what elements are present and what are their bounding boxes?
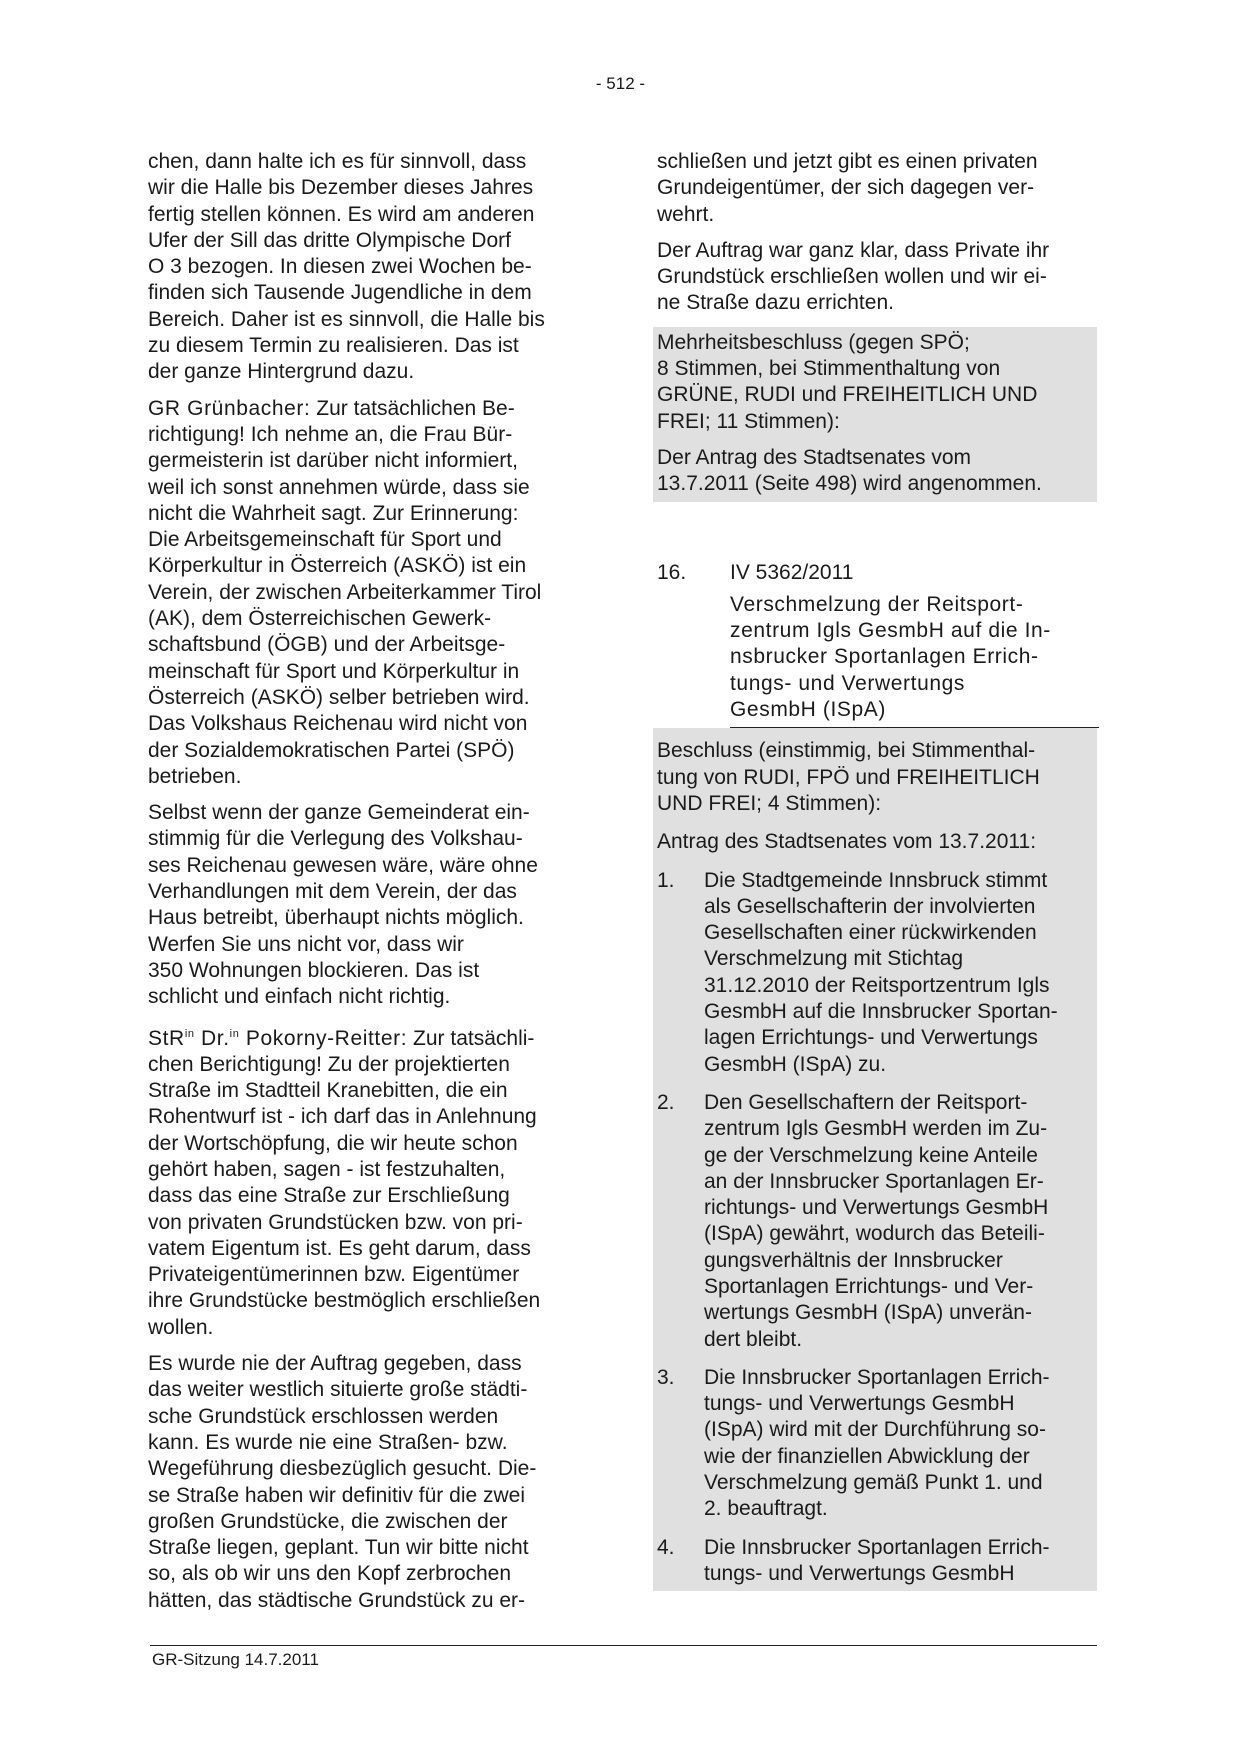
left-column bbox=[148, 149, 603, 1624]
speech-text: Zur tatsächli- chen Berichtigung! Zu der projektierten Straße im Stadtteil Kranebitten, die ein Rohentwurf ist - ich darf das in Anlehnung der Wortschöpfung, die wir heute schon gehört haben, sagen - ist festzuhalten, dass das eine Straße zur Erschließung von privaten Grundstücken bzw. von pri- vatem Eigentum ist. Es geht darum, dass Privateigentümerinnen bzw. Eigentümer ihre Grundstücke bestmöglich erschließen wollen. bbox=[148, 1026, 541, 1339]
motion-list bbox=[657, 868, 1093, 1588]
list-item-number: 4. bbox=[657, 1535, 675, 1559]
list-item-number: 1. bbox=[657, 868, 675, 892]
agenda-reference: IV 5362/2011 bbox=[730, 560, 854, 584]
list-item bbox=[657, 868, 1093, 1078]
speaker-name: GR Grünbacher: bbox=[148, 396, 311, 420]
page-number: - 512 - bbox=[595, 74, 646, 93]
list-item bbox=[657, 1365, 1093, 1523]
footer-divider bbox=[150, 1645, 1097, 1646]
list-item-text: Die Innsbrucker Sportanlagen Errich- tungs- und Verwertungs GesmbH bbox=[704, 1535, 1050, 1585]
right-column bbox=[657, 149, 1097, 1591]
speaker-degree: Dr. bbox=[194, 1026, 230, 1050]
agenda-title: Verschmelzung der Reitsport- zentrum Igls GesmbH auf die In- nsbrucker Sportanlagen Errich- tungs- und Verwertungs GesmbH (ISpA) bbox=[730, 586, 1099, 728]
list-item-number: 3. bbox=[657, 1365, 675, 1389]
list-item-number: 2. bbox=[657, 1090, 675, 1114]
speaker-title-sup: in bbox=[184, 1027, 195, 1040]
agenda-item bbox=[657, 560, 1097, 729]
speaker-degree-sup: in bbox=[229, 1027, 240, 1040]
agenda-number: 16. bbox=[657, 560, 687, 584]
agenda-header bbox=[657, 560, 1097, 586]
motion-intro: Antrag des Stadtsenates vom 13.7.2011: bbox=[657, 830, 1037, 854]
resolution-text: Der Antrag des Stadtsenates vom 13.7.2011 (Seite 498) wird angenommen. bbox=[657, 445, 1042, 496]
paragraph-speaker-gruenbacher bbox=[148, 396, 603, 790]
speaker-title: StR bbox=[148, 1026, 185, 1050]
paragraph: chen, dann halte ich es für sinnvoll, dass wir die Halle bis Dezember dieses Jahres fertig stellen können. Es wird am anderen Ufer der Sill das dritte Olympische Dorf O 3 bezogen. In diesen zwei Wochen be- finden sich Tausende Jugendliche in dem Bereich. Daher ist es sinnvoll, die Halle bis zu diesem Termin zu realisieren. Das ist der ganze Hintergrund dazu. bbox=[148, 150, 545, 384]
list-item-text: Die Stadtgemeinde Innsbruck stimmt als Gesellschafterin der involvierten Gesellschaften einer rückwirkenden Verschmelzung mit Stichtag 31.12.2010 der Reitsportzentrum Igls GesmbH auf die Innsbrucker Sportan- lagen Errichtungs- und Verwertungs GesmbH (ISpA) zu. bbox=[704, 868, 1058, 1076]
speech-text: Zur tatsächlichen Be- richtigung! Ich nehme an, die Frau Bür- germeisterin ist darüber nicht informiert, weil ich sonst annehmen würde, dass sie nicht die Wahrheit sagt. Zur Erinnerung: Die Arbeitsgemeinschaft für Sport und Körperkultur in Österreich (ASKÖ) ist ein Verein, der zwischen Arbeiterkammer Tirol (AK), dem Österreichischen Gewerk- schaftsbund (ÖGB) und der Arbeitsge- meinschaft für Sport und Körperkultur in Österreich (ASKÖ) selber betrieben wird. Das Volkshaus Reichenau wird nicht von der Sozialdemokratischen Partei (SPÖ) betrieben. bbox=[148, 396, 542, 788]
motion-box bbox=[653, 728, 1097, 1591]
paragraph: schließen und jetzt gibt es einen privaten Grundeigentümer, der sich dagegen ver- wehrt. bbox=[657, 150, 1038, 226]
resolution-box bbox=[653, 327, 1097, 502]
resolution-heading: Mehrheitsbeschluss (gegen SPÖ; 8 Stimmen, bei Stimmenthaltung von GRÜNE, RUDI und FREIHEITLICH UND FREI; 11 Stimmen): bbox=[657, 330, 1038, 433]
list-item bbox=[657, 1535, 1093, 1588]
paragraph: Der Auftrag war ganz klar, dass Private ihr Grundstück erschließen wollen und wir ei- ne Straße dazu errichten. bbox=[657, 238, 1050, 315]
speaker-surname: Pokorny-Reitter: bbox=[239, 1026, 408, 1050]
paragraph-speaker-pokorny bbox=[148, 1021, 603, 1342]
resolution-heading: Beschluss (einstimmig, bei Stimmenthal- tung von RUDI, FPÖ und FREIHEITLICH UND FREI; 4 Stimmen): bbox=[657, 739, 1040, 815]
footer-text: GR-Sitzung 14.7.2011 bbox=[152, 1650, 319, 1669]
list-item bbox=[657, 1090, 1093, 1353]
paragraph: Es wurde nie der Auftrag gegeben, dass das weiter westlich situierte große städti- sche Grundstück erschlossen werden kann. Es wurde nie eine Straßen- bzw. Wegeführung diesbezüglich gesucht. Die- se Straße haben wir definitiv für die zwei großen Grundstücke, die zwischen der Straße liegen, geplant. Tun wir bitte nicht so, als ob wir uns den Kopf zerbrochen hätten, das städtische Grundstück zu er- bbox=[148, 1352, 537, 1612]
speaker-name bbox=[148, 1027, 407, 1050]
list-item-text: Die Innsbrucker Sportanlagen Errich- tungs- und Verwertungs GesmbH (ISpA) wird mit der Durchführung so- wie der finanziellen Abwicklung der Verschmelzung gemäß Punkt 1. und 2. beauftragt. bbox=[704, 1365, 1050, 1521]
paragraph: Selbst wenn der ganze Gemeinderat ein- stimmig für die Verlegung des Volkshau- ses Reichenau gewesen wäre, wäre ohne Verhandlungen mit dem Verein, der das Haus betreibt, überhaupt nichts möglich. Werfen Sie uns nicht vor, dass wir 350 Wohnungen blockieren. Das ist schlicht und einfach nicht richtig. bbox=[148, 801, 538, 1009]
list-item-text: Den Gesellschaftern der Reitsport- zentrum Igls GesmbH werden im Zu- ge der Verschmelzung keine Anteile an der Innsbrucker Sportanlagen Er- richtungs- und Verwertungs GesmbH (ISpA) gewährt, wodurch das Beteili- gungsverhältnis der Innsbrucker Sportanlagen Errichtungs- und Ver- wertungs GesmbH (ISpA) unverän- dert bleibt. bbox=[704, 1090, 1049, 1351]
